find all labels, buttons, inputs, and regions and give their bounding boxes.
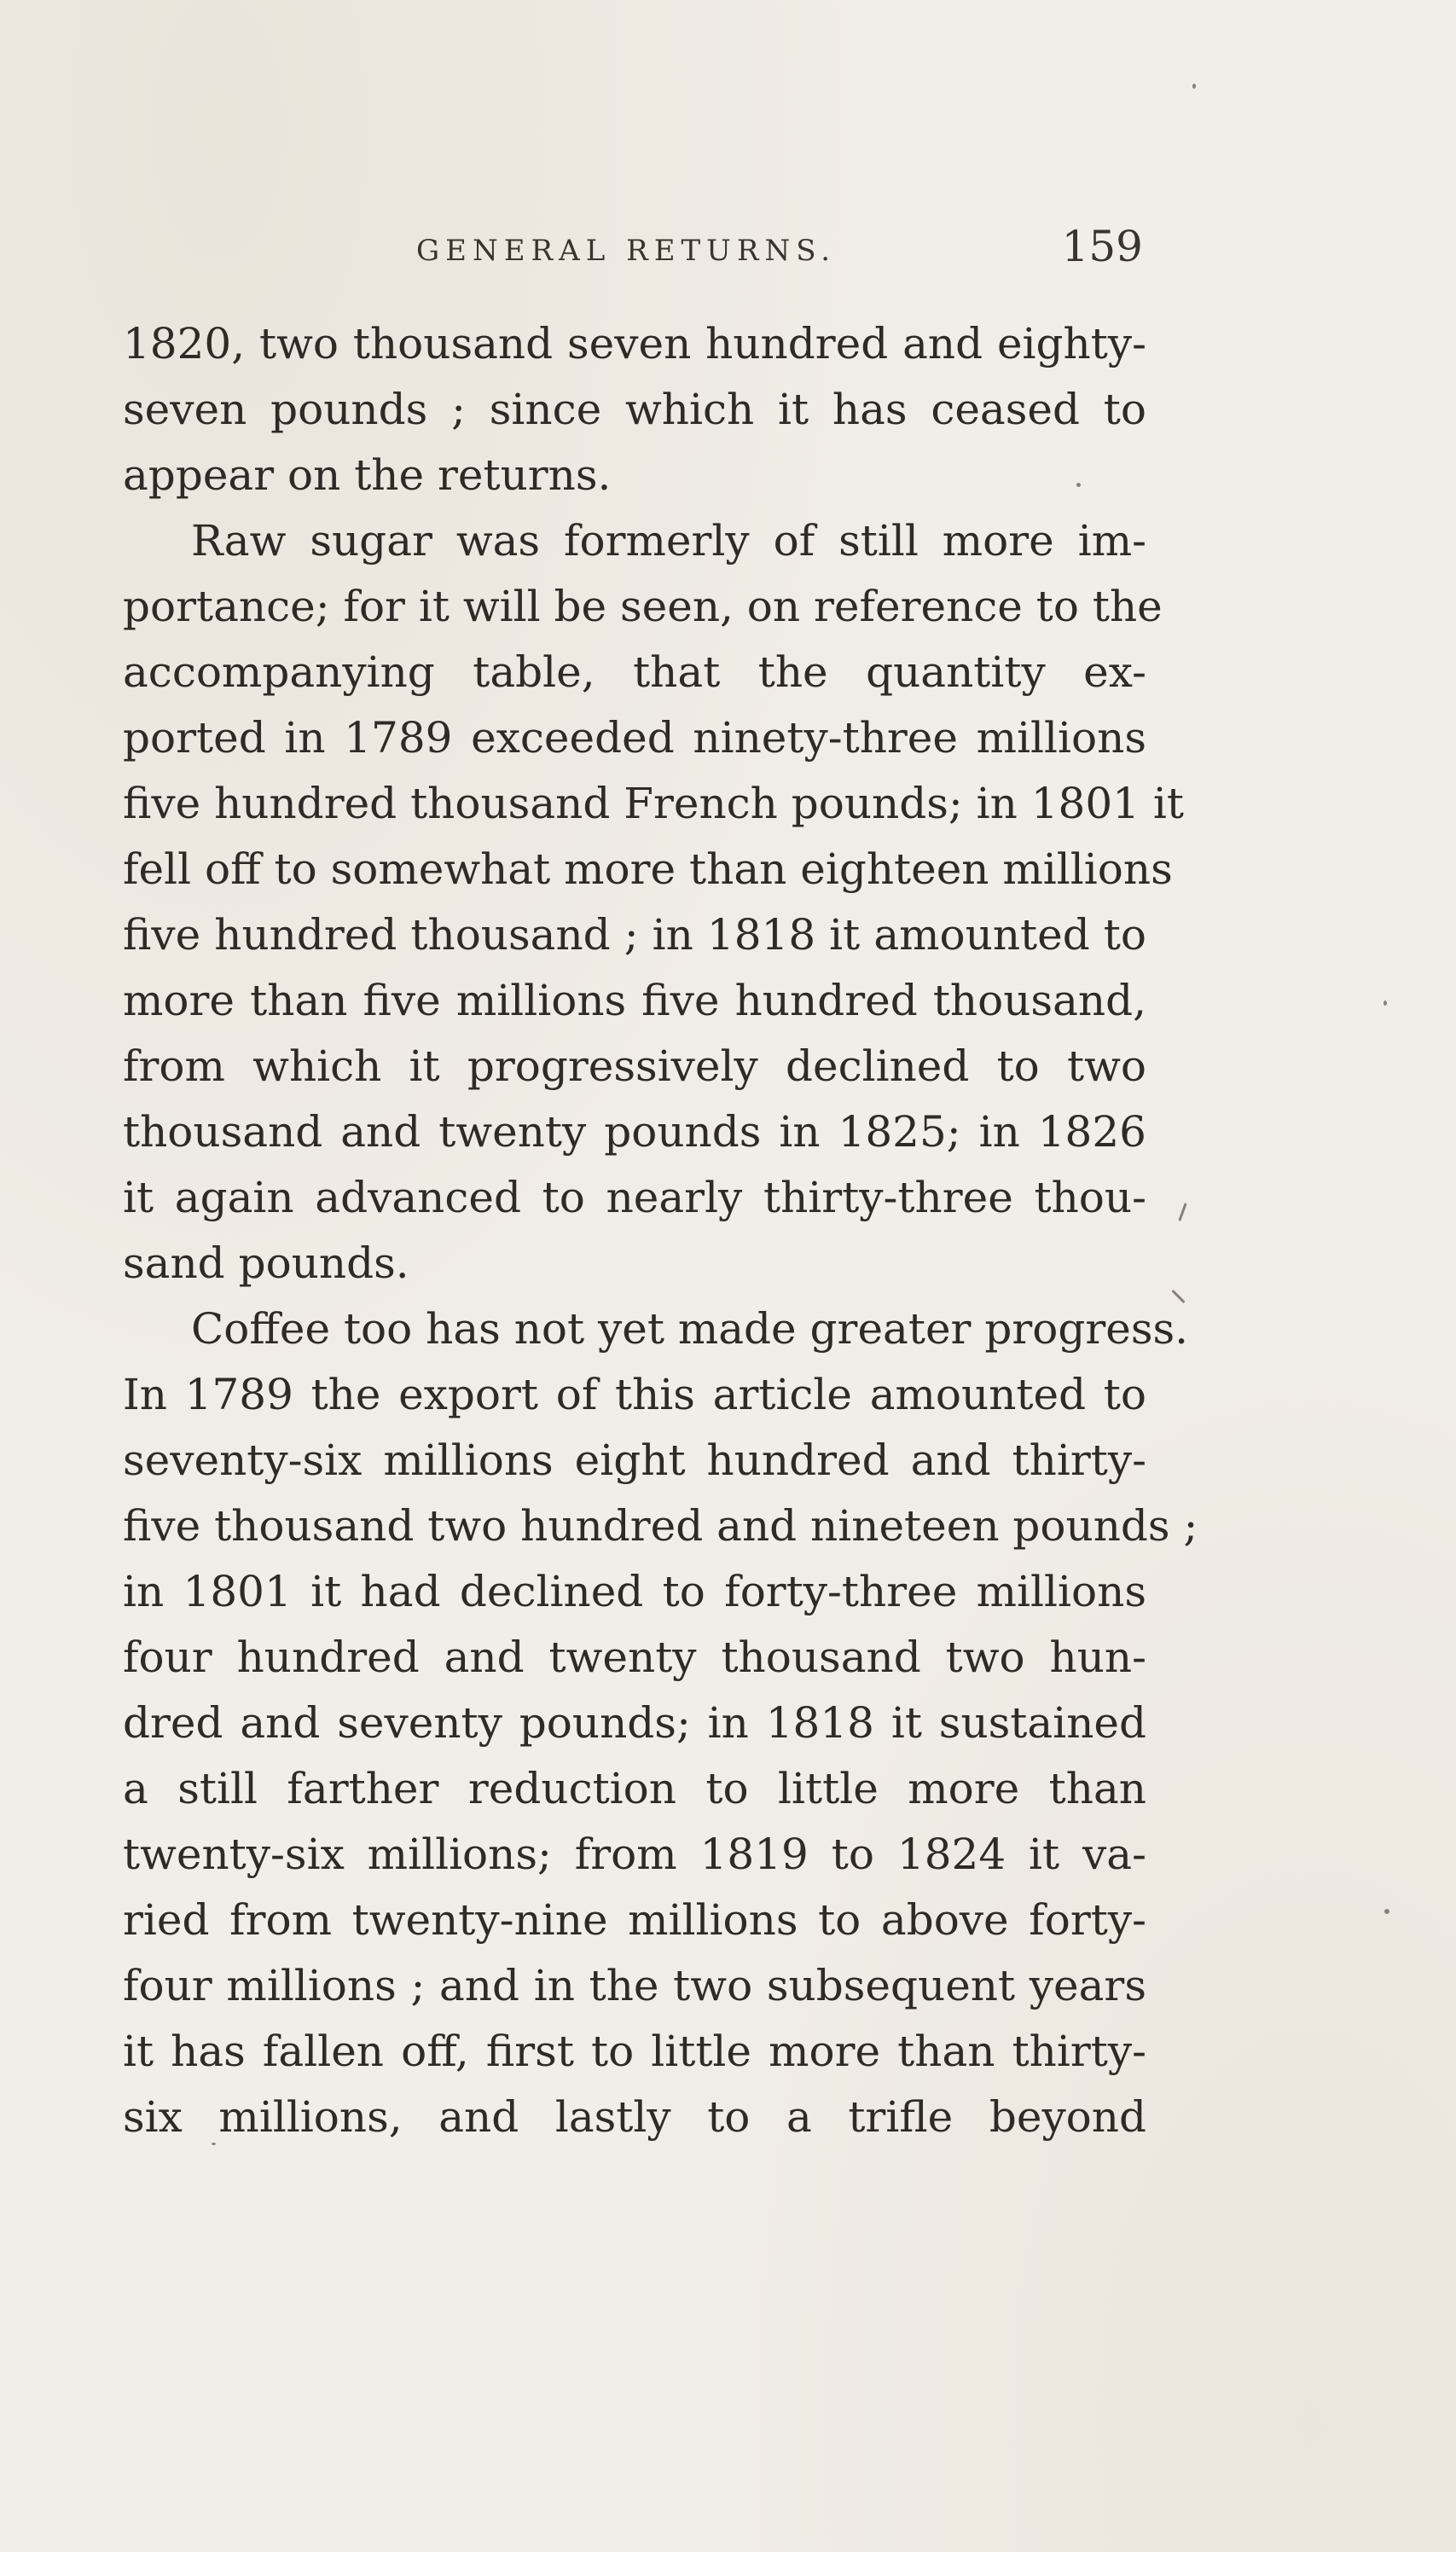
page-number: 159 [1061, 222, 1143, 271]
text-line: dred and seventy pounds; in 1818 it sustained [123, 1698, 1146, 1748]
text-line: from which it progressively declined to two [123, 1041, 1146, 1091]
text-line: accompanying table, that the quantity ex- [123, 647, 1146, 697]
text-line: seven pounds ; since which it has ceased to [123, 385, 1146, 434]
running-header [119, 222, 1143, 280]
text-line: In 1789 the export of this article amounted to [123, 1370, 1146, 1419]
text-line: ported in 1789 exceeded ninety-three millions [123, 713, 1146, 763]
text-line: five thousand two hundred and nineteen pounds ; [123, 1501, 1198, 1551]
text-line: appear on the returns. [123, 450, 612, 500]
paper-speck [1178, 1203, 1186, 1221]
text-line: portance; for it will be seen, on reference to the [123, 582, 1163, 631]
running-title: GENERAL RETURNS. [416, 234, 837, 268]
text-line: twenty-six millions; from 1819 to 1824 it va- [123, 1830, 1146, 1879]
paper-speck [1384, 1909, 1389, 1914]
text-line: five hundred thousand ; in 1818 it amounted to [123, 910, 1146, 960]
text-line: seventy-six millions eight hundred and thirty- [123, 1436, 1146, 1485]
paper-speck [212, 2143, 216, 2145]
text-line: four hundred and twenty thousand two hun- [123, 1633, 1146, 1682]
text-line: Coffee too has not yet made greater progress. [191, 1304, 1189, 1354]
text-line: it again advanced to nearly thirty-three thou- [123, 1173, 1146, 1222]
text-line: five hundred thousand French pounds; in 1801 it [123, 779, 1184, 828]
body-text [123, 311, 1198, 2150]
text-line: Raw sugar was formerly of still more im- [191, 516, 1146, 566]
text-line: a still farther reduction to little more than [123, 1764, 1146, 1813]
text-line: it has fallen off, first to little more than thirty- [123, 2027, 1146, 2076]
paper-speck [1383, 1000, 1387, 1006]
text-line: sand pounds. [123, 1238, 409, 1288]
text-line: fell off to somewhat more than eighteen millions [123, 844, 1173, 894]
text-line: six millions, and lastly to a trifle beyond [123, 2092, 1146, 2142]
paper-speck [1076, 483, 1081, 487]
text-line: in 1801 it had declined to forty-three millions [123, 1567, 1146, 1616]
text-line: more than five millions five hundred thousand, [123, 976, 1146, 1025]
text-line: thousand and twenty pounds in 1825; in 1826 [123, 1107, 1146, 1157]
text-line: four millions ; and in the two subsequent years [123, 1961, 1146, 2010]
paper-speck [1192, 84, 1196, 89]
text-line: 1820, two thousand seven hundred and eighty- [123, 319, 1146, 368]
text-line: ried from twenty-nine millions to above forty- [123, 1895, 1146, 1945]
